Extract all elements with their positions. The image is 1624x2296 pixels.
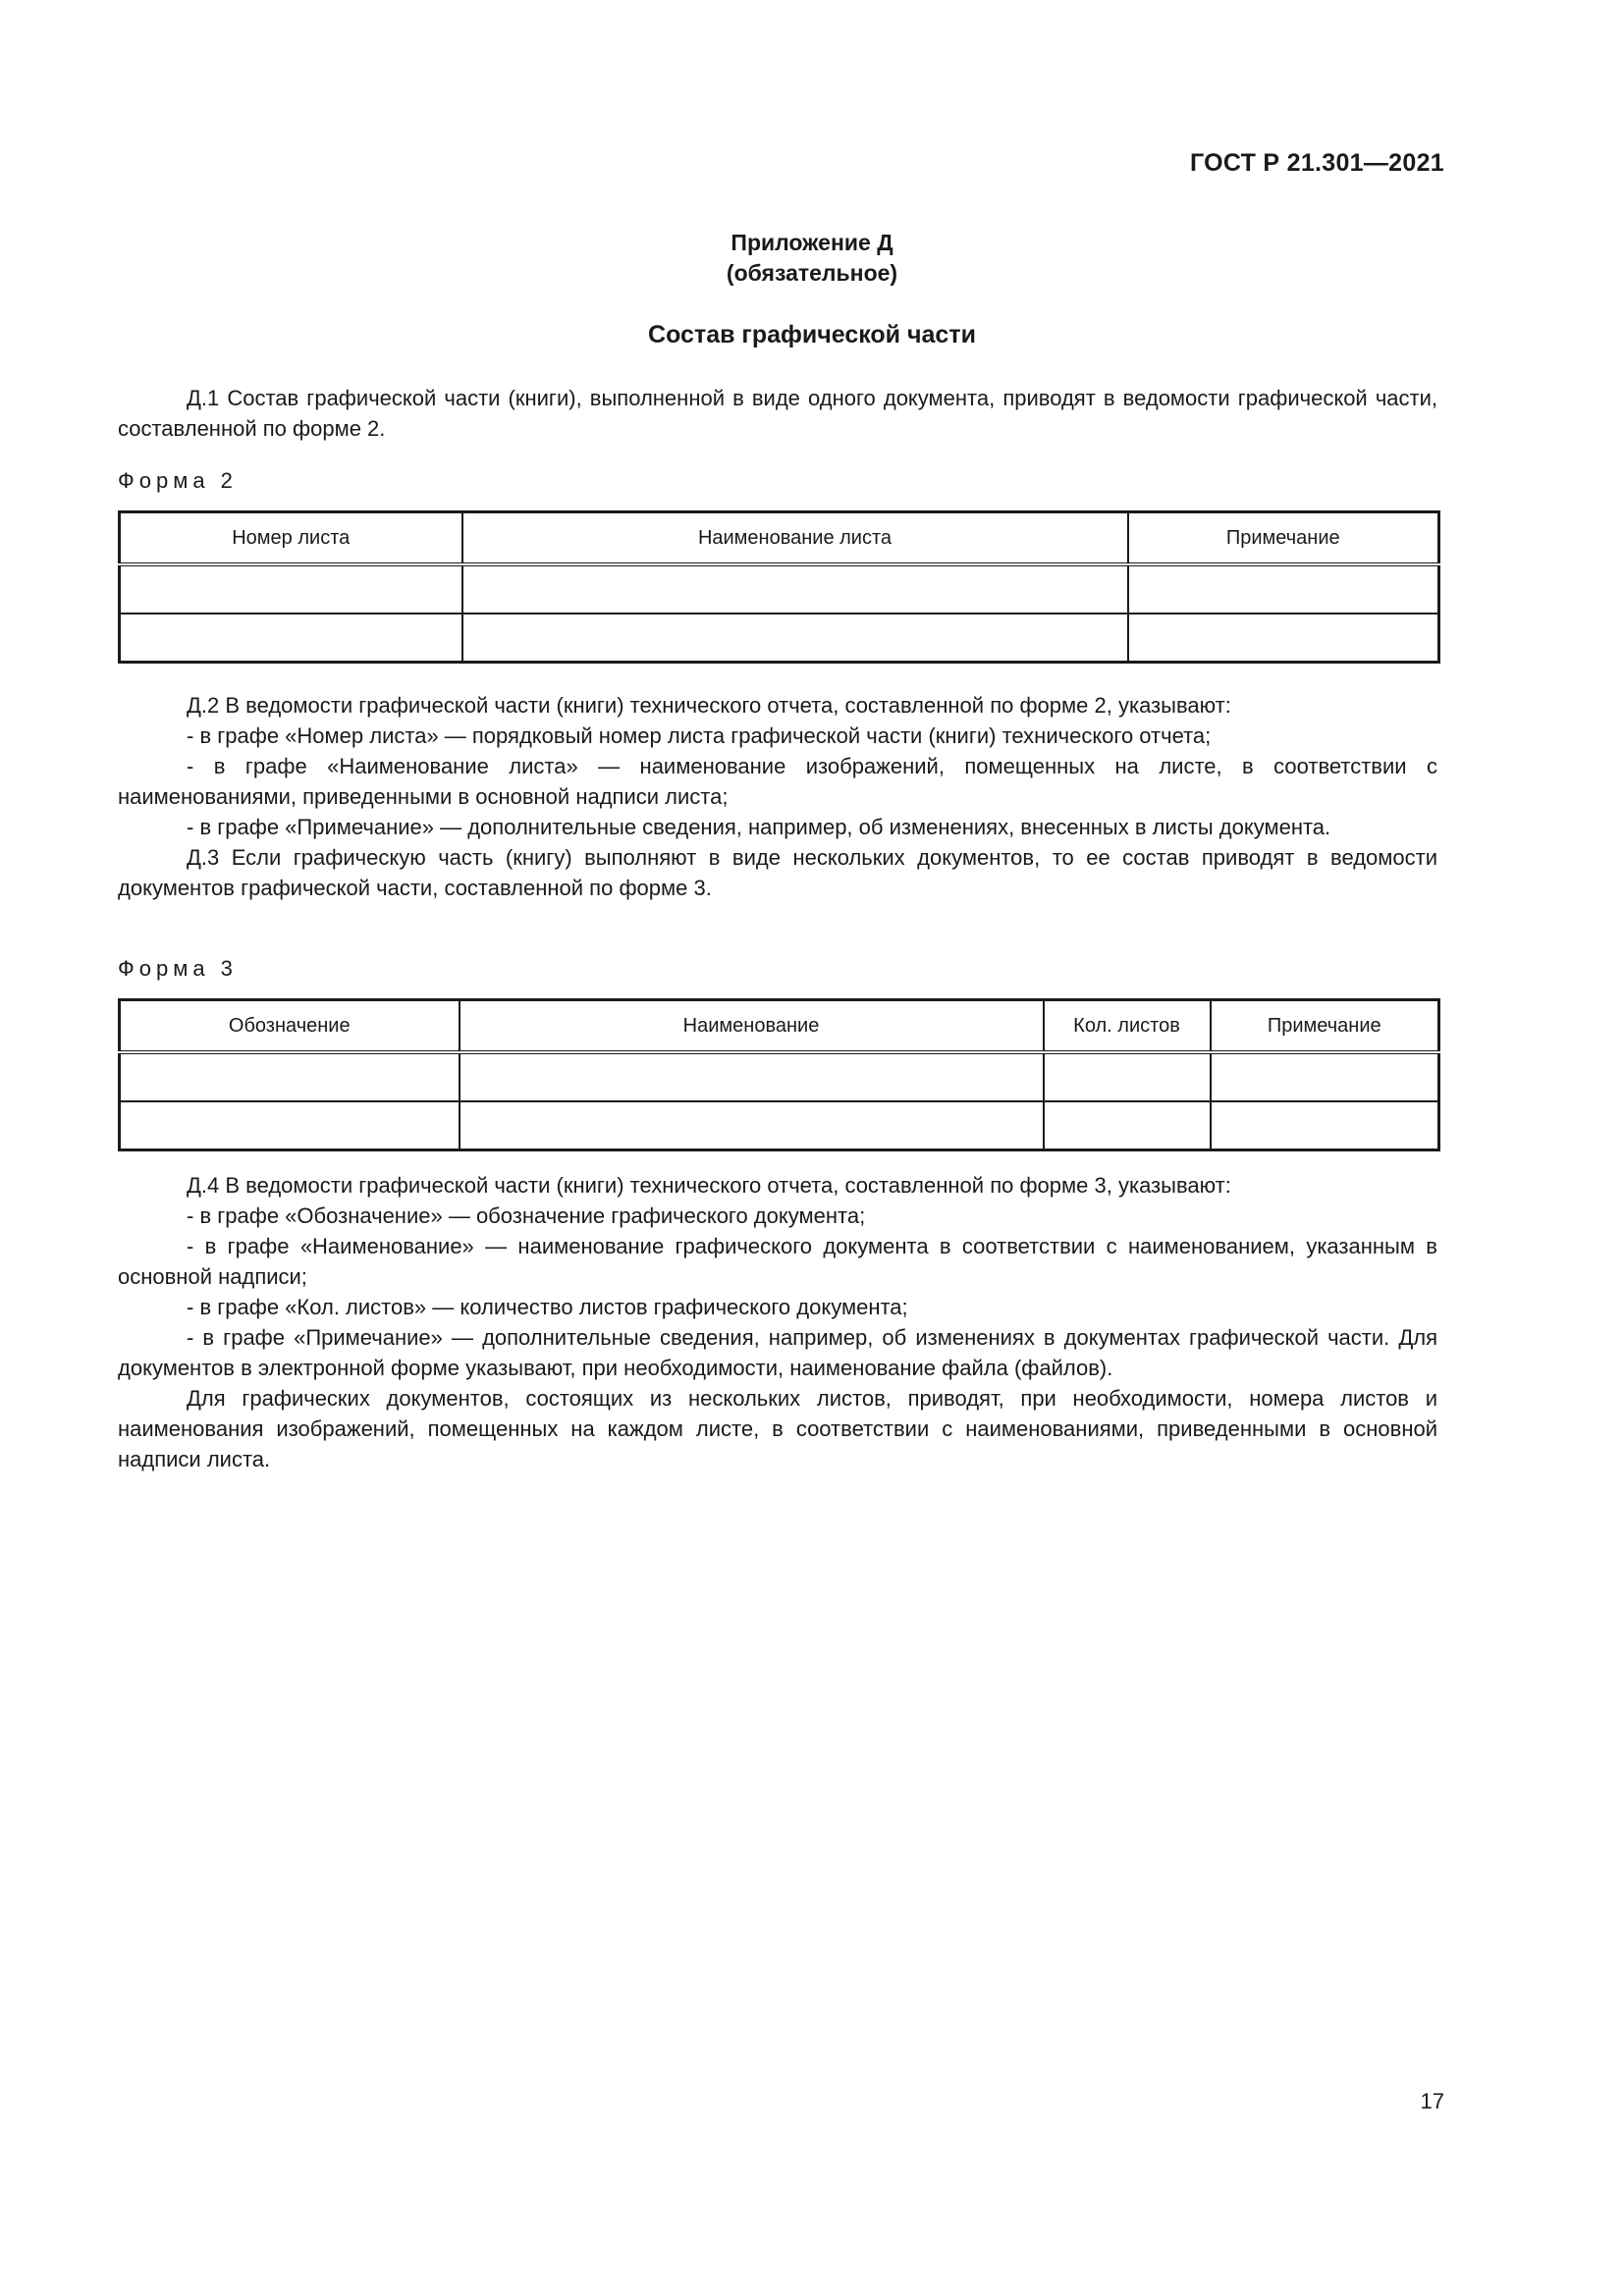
paragraph-d3: Д.3 Если графическую часть (книгу) выполняют в виде нескольких документов, то ее состав приводят в ведомости документов графической части, составленной по форме 3. xyxy=(118,845,1437,900)
paragraph-d4-block xyxy=(118,1170,1437,1474)
form2-col-note: Примечание xyxy=(1128,512,1439,565)
paragraph-d2-d3-block xyxy=(118,690,1437,903)
table-cell xyxy=(120,1052,460,1101)
form3-header-row xyxy=(120,1000,1439,1053)
appendix-title: Приложение Д xyxy=(731,230,893,255)
form3-col-sheet-count: Кол. листов xyxy=(1044,1000,1211,1053)
table-cell xyxy=(460,1101,1044,1150)
paragraph-d2-item: - в графе «Наименование листа» — наименование изображений, помещенных на листе, в соответствии с наименованиями, приведенными в основной надписи листа; xyxy=(118,754,1437,809)
paragraph-d2-item: - в графе «Примечание» — дополнительные сведения, например, об изменениях, внесенных в листы документа. xyxy=(187,815,1331,839)
paragraph-d2-item: - в графе «Номер листа» — порядковый номер листа графической части (книги) технического отчета; xyxy=(187,723,1212,748)
table-cell xyxy=(120,614,462,663)
paragraph-d4-item: - в графе «Наименование» — наименование графического документа в соответствии с наименованием, указанным в основной надписи; xyxy=(118,1234,1437,1289)
table-row xyxy=(120,1101,1439,1150)
table-cell xyxy=(462,614,1128,663)
table-cell xyxy=(1128,614,1439,663)
form3-label: Форма 3 xyxy=(118,956,238,981)
appendix-status: (обязательное) xyxy=(726,260,898,286)
table-cell xyxy=(462,564,1128,614)
table-cell xyxy=(1211,1052,1439,1101)
paragraph-d2-intro: Д.2 В ведомости графической части (книги) технического отчета, составленной по форме 2, указывают: xyxy=(187,693,1231,718)
form3-table xyxy=(118,998,1440,1151)
table-cell xyxy=(1211,1101,1439,1150)
page-number: 17 xyxy=(1420,2089,1444,2113)
form2-table xyxy=(118,510,1440,664)
form2-col-sheet-name: Наименование листа xyxy=(462,512,1128,565)
form2-header-row xyxy=(120,512,1439,565)
table-row xyxy=(120,1052,1439,1101)
paragraph-d4-item: - в графе «Примечание» — дополнительные сведения, например, об изменениях в документах графической части. Для документов в электронной форме указывают, при необходимости, наименование файла (файлов). xyxy=(118,1325,1437,1380)
standard-code: ГОСТ Р 21.301—2021 xyxy=(1189,149,1444,177)
table-cell xyxy=(120,564,462,614)
paragraph-d1-block xyxy=(118,383,1437,444)
table-row xyxy=(120,564,1439,614)
paragraph-d1: Д.1 Состав графической части (книги), выполненной в виде одного документа, приводят в ведомости графической части, составленной по форме 2. xyxy=(118,386,1437,441)
appendix-heading xyxy=(0,228,1624,289)
paragraph-d4-intro: Д.4 В ведомости графической части (книги) технического отчета, составленной по форме 3, указывают: xyxy=(187,1173,1231,1198)
table-cell xyxy=(1128,564,1439,614)
table-cell xyxy=(1044,1101,1211,1150)
section-title: Состав графической части xyxy=(648,321,976,348)
table-cell xyxy=(460,1052,1044,1101)
table-cell xyxy=(1044,1052,1211,1101)
table-row xyxy=(120,614,1439,663)
form3-col-name: Наименование xyxy=(460,1000,1044,1053)
paragraph-d4-item: - в графе «Обозначение» — обозначение графического документа; xyxy=(187,1203,866,1228)
table-cell xyxy=(120,1101,460,1150)
form2-label: Форма 2 xyxy=(118,468,238,493)
form2-col-sheet-number: Номер листа xyxy=(120,512,462,565)
paragraph-d4-closing: Для графических документов, состоящих из нескольких листов, приводят, при необходимости, номера листов и наименования изображений, помещенных на каждом листе, в соответствии с наименованиями, приведенными в основной надписи листа. xyxy=(118,1386,1437,1471)
form3-col-designation: Обозначение xyxy=(120,1000,460,1053)
form3-col-note: Примечание xyxy=(1211,1000,1439,1053)
paragraph-d4-item: - в графе «Кол. листов» — количество листов графического документа; xyxy=(187,1295,908,1319)
